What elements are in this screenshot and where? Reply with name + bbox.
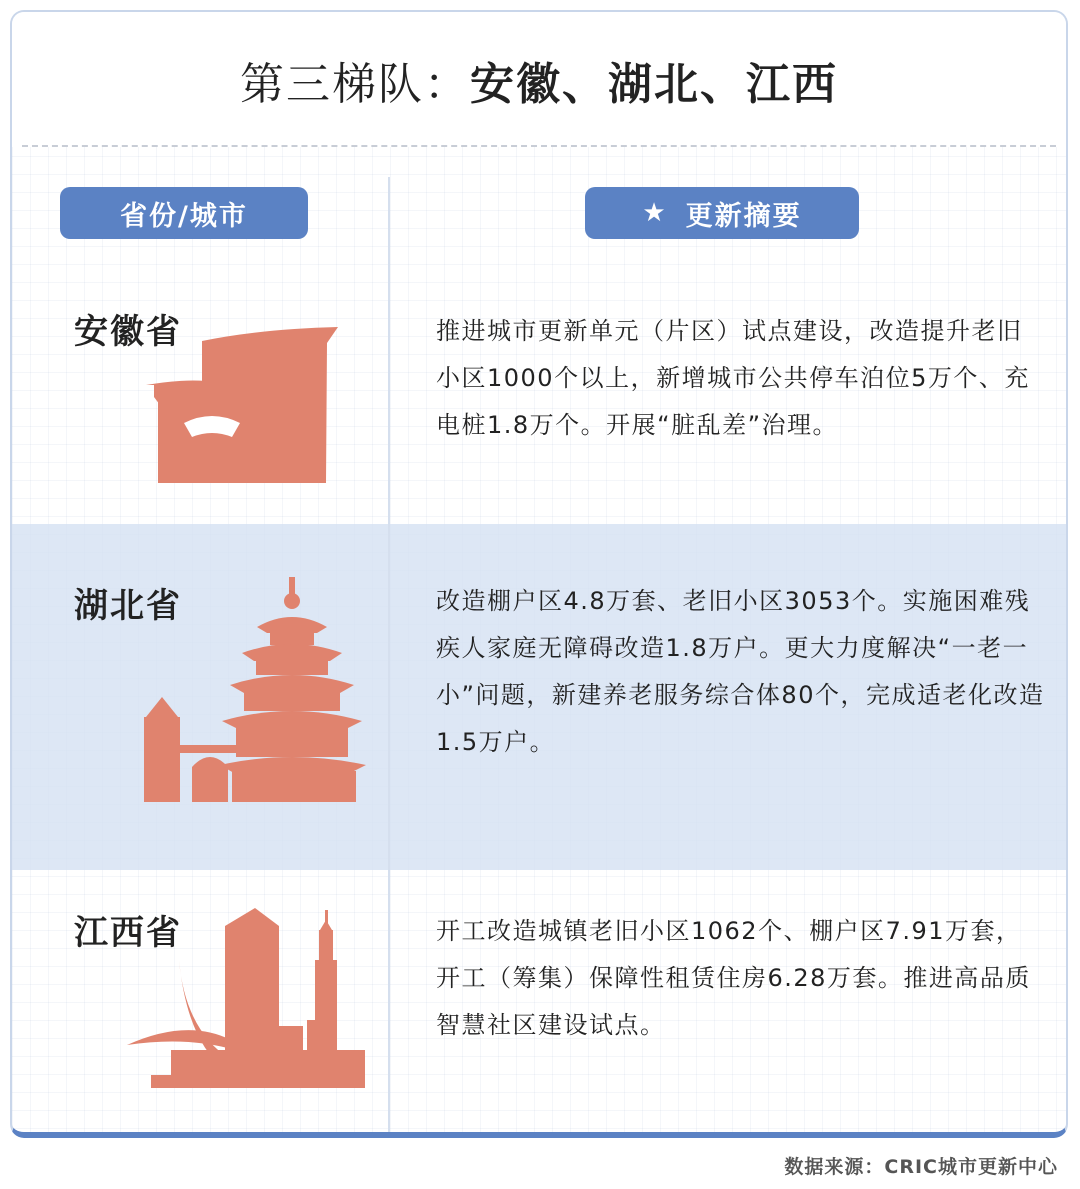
summary-hubei: 改造棚户区4.8万套、老旧小区3053个。实施困难残疾人家庭无障碍改造1.8万户。更大力度解决“一老一小”问题，新建养老服务综合体80个，完成适老化改造1.5万户。 [436, 587, 1045, 756]
info-card [10, 10, 1068, 1138]
title-area [12, 12, 1066, 147]
nanchang-skyline-silhouette-icon [127, 900, 367, 1090]
province-label-anhui: 安徽省 [74, 312, 182, 352]
province-label-jiangxi: 江西省 [74, 913, 182, 953]
header-province-city: 省份/城市 [60, 187, 308, 239]
page-title: 第三梯队：安徽、湖北、江西 [240, 58, 838, 110]
data-source: 数据来源：CRIC城市更新中心 [784, 1156, 1058, 1178]
summary-jiangxi: 开工改造城镇老旧小区1062个、棚户区7.91万套，开工（筹集）保障性租赁住房6.28万套。推进高品质智慧社区建设试点。 [436, 917, 1031, 1039]
province-label-hubei: 湖北省 [74, 586, 182, 626]
star-icon: ★ [642, 198, 668, 228]
huizhou-gate-silhouette-icon [142, 325, 342, 483]
title-divider [22, 145, 1056, 147]
summary-anhui: 推进城市更新单元（片区）试点建设，改造提升老旧小区1000个以上，新增城市公共停车泊位5万个、充电桩1.8万个。开展“脏乱差”治理。 [436, 317, 1030, 439]
yellow-crane-tower-silhouette-icon [132, 577, 372, 802]
column-divider [388, 177, 390, 1132]
header-update-summary: ★ 更新摘要 [585, 187, 859, 239]
